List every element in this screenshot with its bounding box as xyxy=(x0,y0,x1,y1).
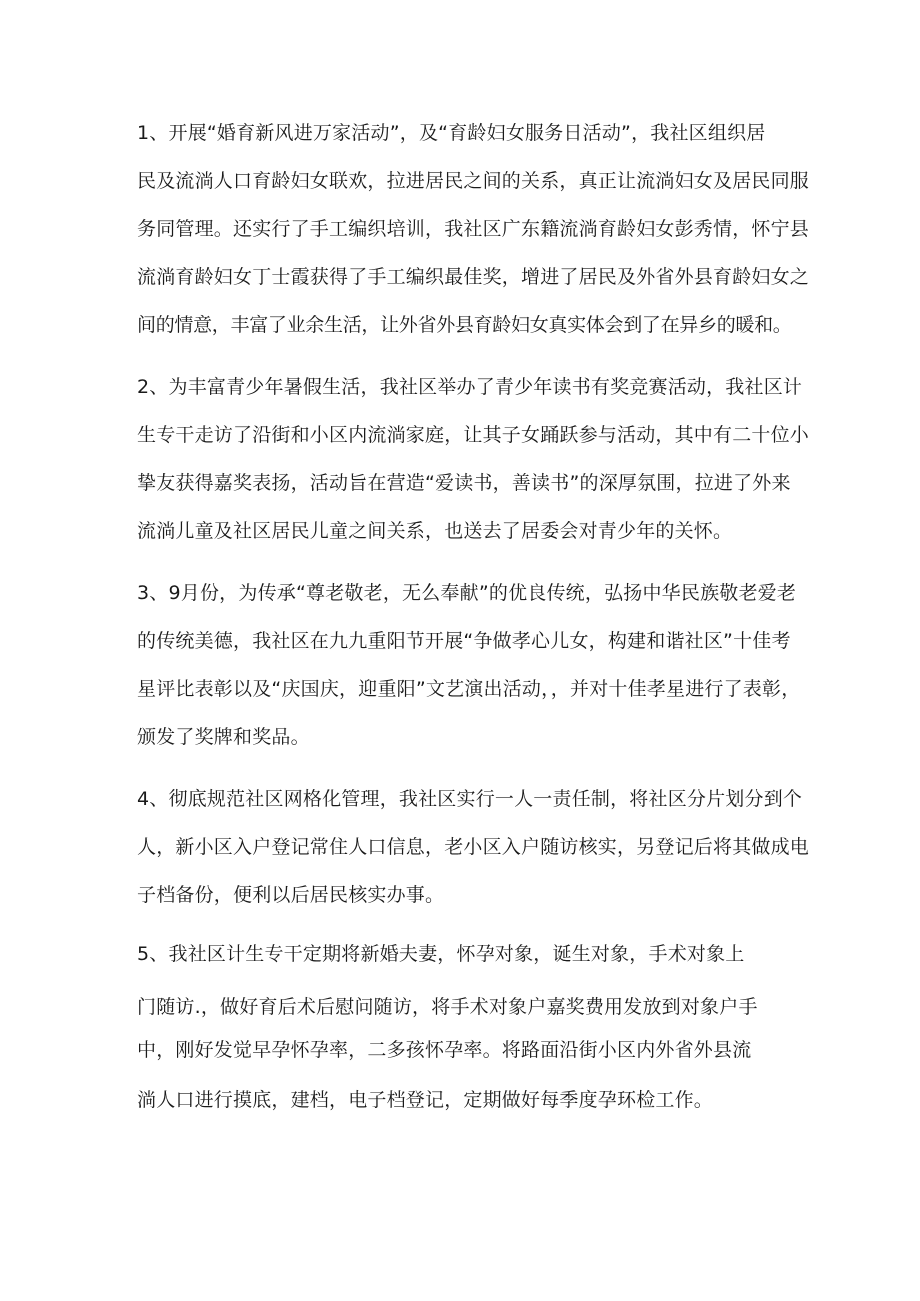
paragraph-3-line-1: 3、9月份，为传承“尊老敬老，无么奉献”的优良传统，弘扬中华民族敬老爱老 xyxy=(137,582,797,604)
paragraph-3-line-4: 颁发了奖牌和奖品。 xyxy=(137,726,310,748)
paragraph-1-line-5: 间的情意，丰富了业余生活，让外省外县育龄妇女真实体会到了在异乡的暖和。 xyxy=(137,314,792,336)
paragraph-5-line-2: 门随访.，做好育后术后慰问随访，将手术对象户嘉奖费用发放到对象户手 xyxy=(137,996,758,1018)
paragraph-4-line-1: 4、彻底规范社区网格化管理，我社区实行一人一责任制，将社区分片划分到个 xyxy=(137,788,803,810)
paragraph-3-line-2: 的传统美德，我社区在九九重阳节开展“争做孝心儿女，构建和谐社区”十佳考 xyxy=(137,630,791,652)
paragraph-5-line-1: 5、我社区计生专干定期将新婚夫妻，怀孕对象，诞生对象，手术对象上 xyxy=(137,943,745,965)
paragraph-1-line-4: 流淌育龄妇女丁士霞获得了手工编织最佳奖，增进了居民及外省外县育龄妇女之 xyxy=(137,266,810,288)
paragraph-2-line-1: 2、为丰富青少年暑假生活，我社区举办了青少年读书有奖竞赛活动，我社区计 xyxy=(137,376,803,398)
paragraph-4-line-3: 子档备份，便利以后居民核实办事。 xyxy=(137,884,445,906)
paragraph-2-line-3: 挚友获得嘉奖表扬，活动旨在营造“爱读书，善读书”的深厚氛围，拉进了外来 xyxy=(137,472,791,494)
paragraph-5-line-3: 中，刚好发觉早孕怀孕率，二多孩怀孕率。将路面沿街小区内外省外县流 xyxy=(137,1039,752,1061)
paragraph-1-line-2: 民及流淌人口育龄妇女联欢，拉进居民之间的关系，真正让流淌妇女及居民同服 xyxy=(137,170,810,192)
paragraph-2-line-4: 流淌儿童及社区居民儿童之间关系，也送去了居委会对青少年的关怀。 xyxy=(137,520,733,542)
paragraph-3-line-3: 星评比表彰以及“庆国庆，迎重阳”文艺演出活动，，并对十佳孝星进行了表彰， xyxy=(137,678,801,700)
paragraph-5-line-4: 淌人口进行摸底，建档，电子档登记，定期做好每季度孕环检工作。 xyxy=(137,1089,714,1111)
paragraph-1-line-3: 务同管理。还实行了手工编织培训，我社区广东籍流淌育龄妇女彭秀情，怀宁县 xyxy=(137,218,810,240)
paragraph-4-line-2: 人，新小区入户登记常住人口信息，老小区入户随访核实，另登记后将其做成电 xyxy=(137,836,810,858)
paragraph-2-line-2: 生专干走访了沿街和小区内流淌家庭，让其子女踊跃参与活动，其中有二十位小 xyxy=(137,424,810,446)
paragraph-1-line-1: 1、开展“婚育新风进万家活动”，及“育龄妇女服务日活动”，我社区组织居 xyxy=(137,122,766,144)
